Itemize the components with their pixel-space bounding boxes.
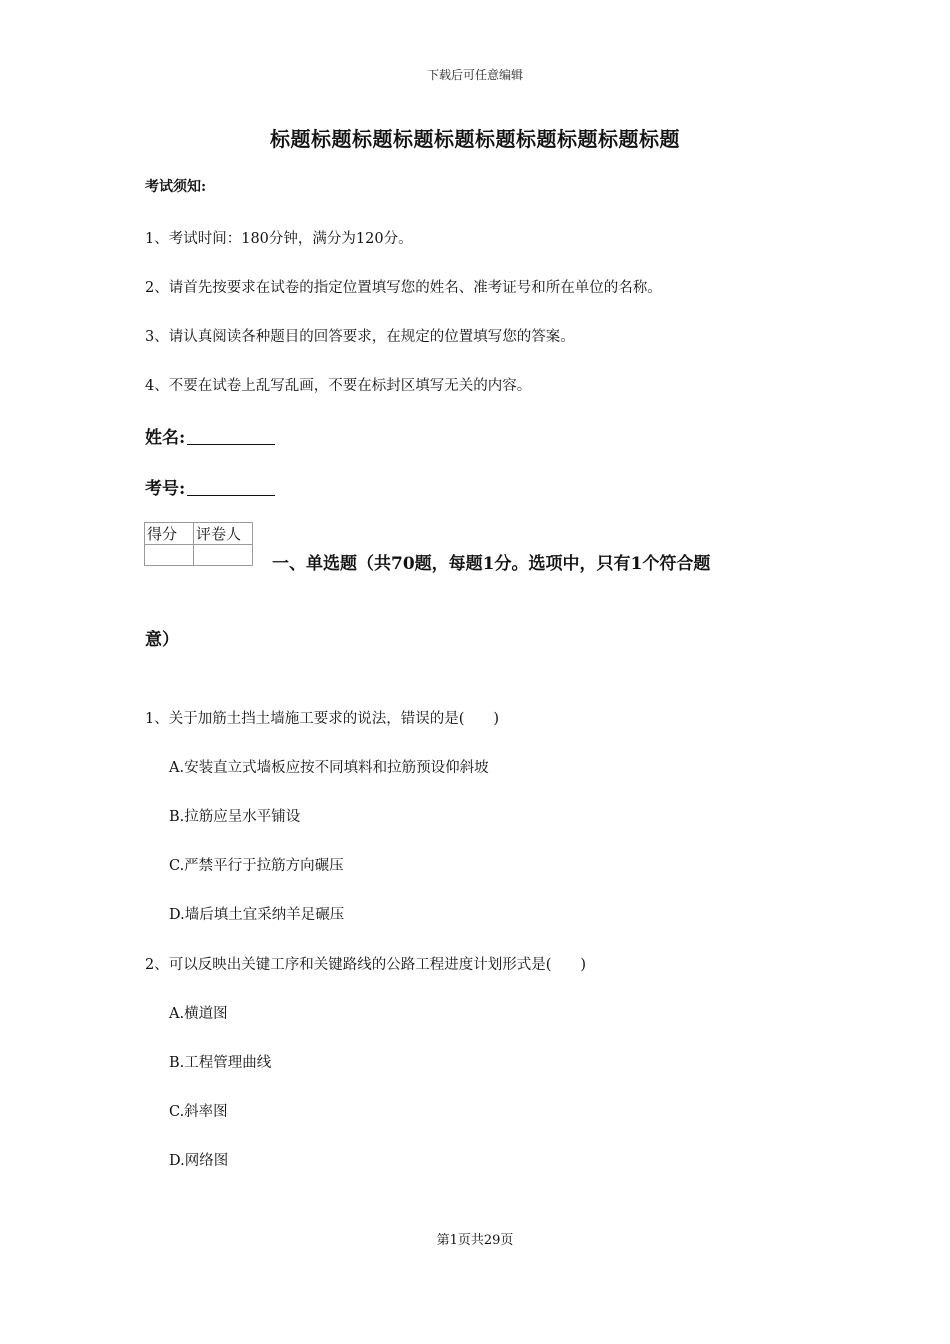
question-option: D.墙后填土宜采纳羊足碾压: [169, 907, 345, 923]
score-table: [144, 522, 253, 566]
question-option: A.横道图: [169, 1006, 228, 1022]
question-option: B.拉筋应呈水平铺设: [169, 809, 301, 825]
exam-number-blank[interactable]: [187, 477, 275, 496]
notice-item: 2、请首先按要求在试卷的指定位置填写您的姓名、准考证号和所在单位的名称。: [145, 280, 662, 296]
question-option: C.严禁平行于拉筋方向碾压: [169, 858, 344, 874]
header-note: 下载后可任意编辑: [426, 68, 523, 82]
score-table-header-row: [145, 523, 253, 545]
section-heading-continued: 意）: [145, 630, 179, 650]
notice-item: 3、请认真阅读各种题目的回答要求，在规定的位置填写您的答案。: [145, 329, 575, 345]
score-header: 得分: [145, 523, 194, 545]
grader-cell[interactable]: [194, 545, 253, 566]
question-option: C.斜率图: [169, 1104, 228, 1120]
question-option: B.工程管理曲线: [169, 1055, 272, 1071]
notice-item: 1、考试时间：180分钟，满分为120分。: [145, 231, 413, 247]
notice-heading: 考试须知:: [145, 179, 207, 195]
score-table-blank-row: [145, 545, 253, 566]
score-cell[interactable]: [145, 545, 194, 566]
grader-header: 评卷人: [194, 523, 253, 545]
notice-item: 4、不要在试卷上乱写乱画，不要在标封区填写无关的内容。: [145, 378, 532, 394]
page-footer: 第1页共29页: [436, 1233, 514, 1248]
name-blank[interactable]: [187, 426, 275, 445]
name-label: 姓名:: [145, 428, 186, 448]
name-field: [145, 423, 275, 448]
question-option: D.网络图: [169, 1153, 229, 1169]
section-heading: 一、单选题（共70题，每题1分。选项中，只有1个符合题: [272, 554, 711, 574]
exam-number-label: 考号:: [145, 479, 186, 499]
question-stem: 1、关于加筋土挡土墙施工要求的说法，错误的是( ): [145, 711, 500, 727]
question-stem: 2、可以反映出关键工序和关键路线的公路工程进度计划形式是( ): [145, 957, 587, 973]
question-option: A.安装直立式墙板应按不同填料和拉筋预设仰斜坡: [169, 760, 489, 776]
document-title: 标题标题标题标题标题标题标题标题标题标题: [270, 127, 680, 151]
exam-number-field: [145, 474, 275, 499]
